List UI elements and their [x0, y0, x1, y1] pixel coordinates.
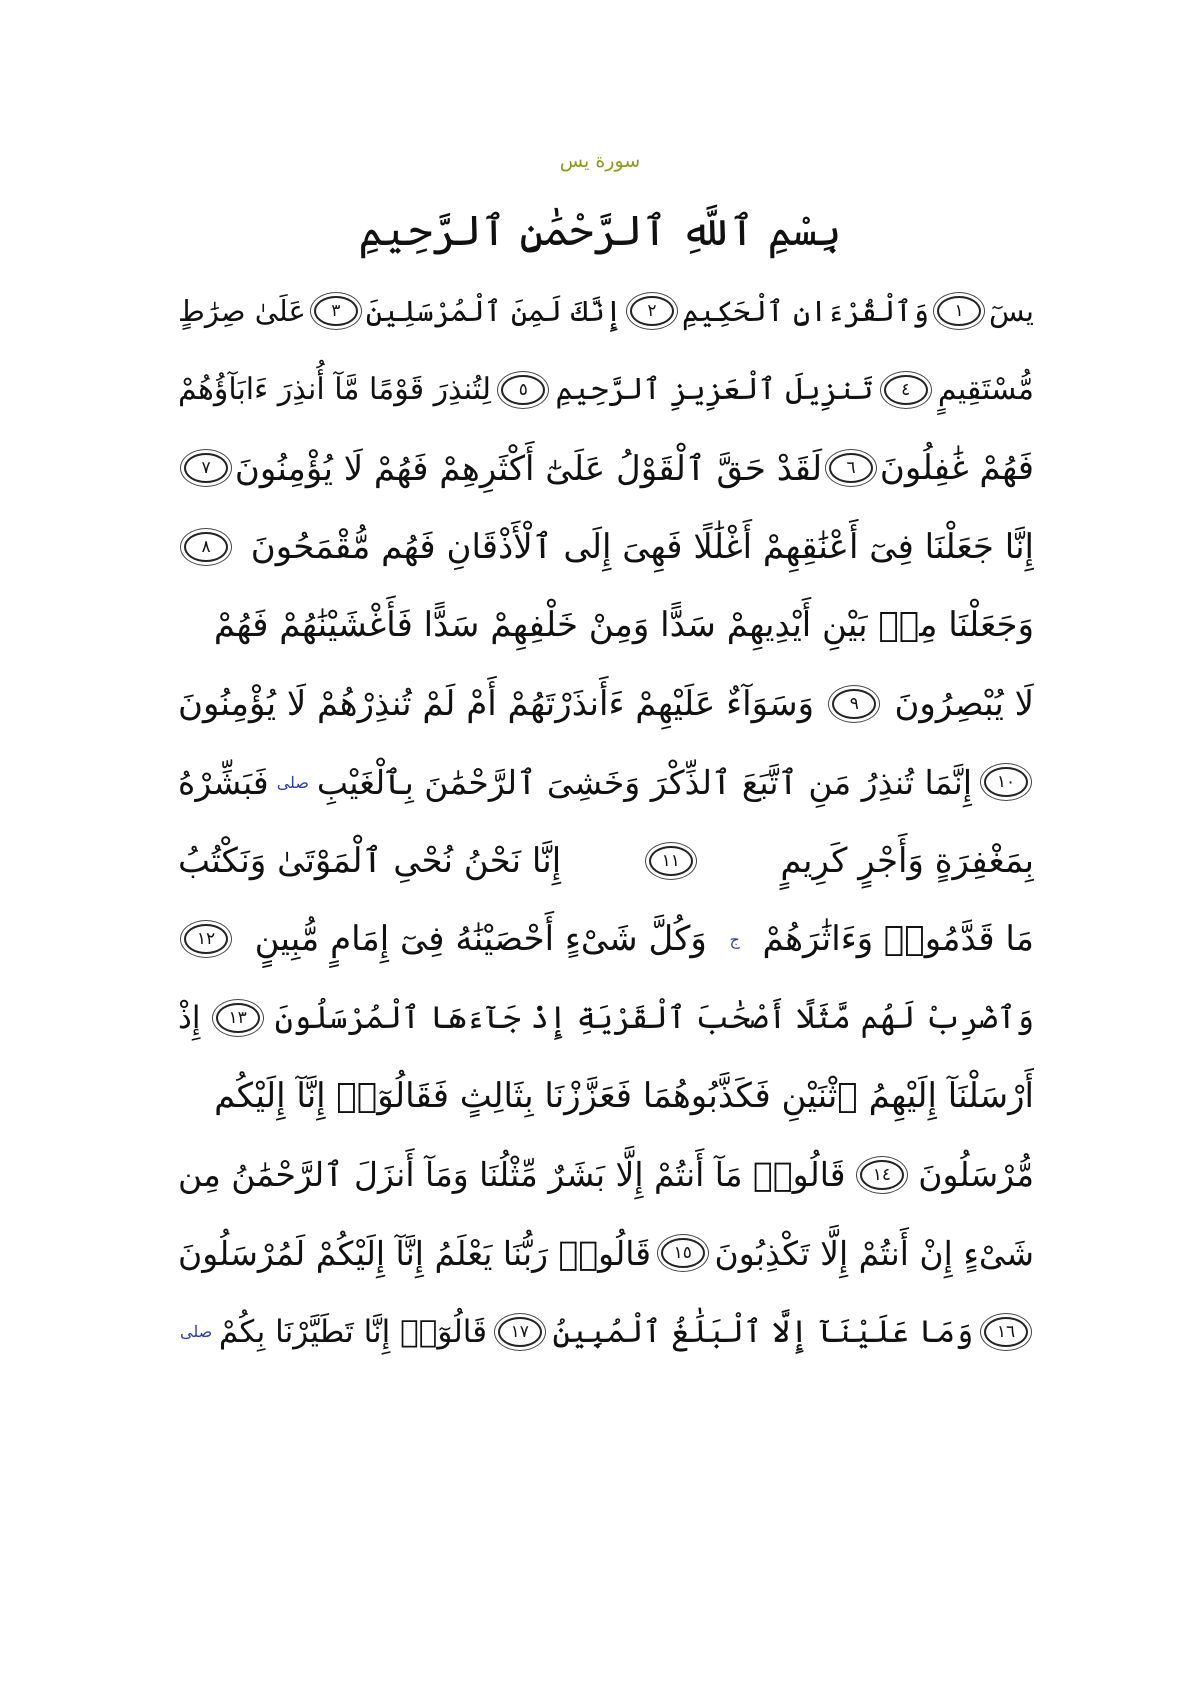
waqf-mark: صلى — [180, 1322, 213, 1342]
ayah-number-marker: ١٠ — [984, 767, 1028, 797]
verse-text: وَٱضْرِبْ لَهُم مَّثَلًا أَصْحَٰبَ ٱلْقَرْيَةِ إِذْ جَآءَهَا ٱلْمُرْسَلُونَ — [274, 999, 1034, 1036]
verse-text: فَهُمْ غَٰفِلُونَ — [879, 448, 1034, 489]
verse-line — [178, 1214, 1034, 1293]
basmala: بِسْمِ ٱللَّهِ ٱلرَّحْمَٰنِ ٱلرَّحِيمِ — [358, 206, 842, 255]
verse-text: قَالُوا۟ رَبُّنَا يَعْلَمُ إِنَّآ إِلَيْكُمْ لَمُرْسَلُونَ — [178, 1233, 652, 1273]
verse-text: شَىْءٍ إِنْ أَنتُمْ إِلَّا تَكْذِبُونَ — [714, 1233, 1034, 1273]
ayah-number-marker: ١٢ — [184, 924, 228, 954]
verse-text: لَا يُبْصِرُونَ — [894, 683, 1034, 724]
verse-line — [178, 1136, 1034, 1215]
verse-line — [178, 665, 1034, 744]
waqf-mark: صلى — [276, 772, 309, 792]
verse-text: لِتُنذِرَ قَوْمًا مَّآ أُنذِرَ ءَابَآؤُهُمْ — [178, 372, 492, 408]
verse-line — [178, 979, 1034, 1058]
ayah-number-marker: ٢ — [630, 296, 674, 326]
verse-text: لَقَدْ حَقَّ ٱلْقَوْلُ عَلَىٰٓ أَكْثَرِهِمْ فَهُمْ لَا يُؤْمِنُونَ — [234, 448, 823, 489]
verse-line — [178, 429, 1034, 508]
verse-line — [178, 1293, 1034, 1372]
verse-line — [178, 822, 1034, 901]
ayah-number-marker: ١٦ — [984, 1317, 1028, 1347]
verse-line — [178, 508, 1034, 587]
verse-text: مُّرْسَلُونَ — [918, 1155, 1034, 1195]
ayah-number-marker: ٧ — [184, 453, 228, 483]
verse-line — [178, 351, 1034, 430]
verse-text: قَالُوا۟ مَآ أَنتُمْ إِلَّا بَشَرٌ مِّثْلُنَا وَمَآ أَنزَلَ ٱلرَّحْمَٰنُ مِن — [178, 1155, 846, 1195]
verse-text: إِذْ — [178, 999, 201, 1036]
verse-text: فَبَشِّرْهُ — [178, 762, 269, 802]
verse-line — [178, 272, 1034, 351]
verse-line — [178, 900, 1034, 979]
ayah-number-marker: ٦ — [829, 453, 873, 483]
ayah-number-marker: ١٤ — [860, 1160, 904, 1190]
verse-text: تَنزِيلَ ٱلْعَزِيزِ ٱلرَّحِيمِ — [555, 372, 874, 408]
verse-line — [178, 743, 1034, 822]
verse-text: عَلَىٰ صِرَٰطٍ — [178, 294, 306, 329]
verse-text: وَٱلْقُرْءَانِ ٱلْحَكِيمِ — [681, 294, 930, 329]
verse-text: وَجَعَلْنَا مِنۢ بَيْنِ أَيْدِيهِمْ سَدًّا وَمِنْ خَلْفِهِمْ سَدًّا فَأَغْشَيْنَٰهُمْ فَهُمْ — [213, 605, 1034, 646]
ayah-number-marker: ١ — [937, 296, 981, 326]
verse-text: مُّسْتَقِيمٍ — [937, 372, 1034, 408]
verse-text: وَمَا عَلَيْنَآ إِلَّا ٱلْبَلَٰغُ ٱلْمُبِينُ — [552, 1313, 974, 1350]
verse-text: مَا قَدَّمُوا۟ وَءَاثَٰرَهُمْ — [762, 919, 1034, 960]
verse-text: وَكُلَّ شَىْءٍ أَحْصَيْنَٰهُ فِىٓ إِمَامٍ مُّبِينٍ — [254, 919, 707, 960]
verse-text: قَالُوٓا۟ إِنَّا تَطَيَّرْنَا بِكُمْ — [218, 1313, 488, 1350]
verse-text: إِنَّا جَعَلْنَا فِىٓ أَعْنَٰقِهِمْ أَغْلَٰلًا فَهِىَ إِلَى ٱلْأَذْقَانِ فَهُم مُّقْمَحُونَ — [250, 527, 1034, 568]
ayah-number-marker: ٥ — [501, 375, 545, 405]
ayah-number-marker: ٤ — [884, 375, 928, 405]
ayah-number-marker: ١٣ — [216, 1003, 260, 1033]
surah-title: سورة يس — [559, 150, 641, 172]
ayah-number-marker: ٨ — [184, 532, 228, 562]
ayah-number-marker: ١١ — [649, 846, 693, 876]
verse-text: بِمَغْفِرَةٍ وَأَجْرٍ كَرِيمٍ — [780, 840, 1034, 881]
verse-line — [178, 1057, 1034, 1136]
verse-lines — [178, 272, 1034, 1371]
verse-text: وَسَوَآءٌ عَلَيْهِمْ ءَأَنذَرْتَهُمْ أَمْ لَمْ تُنذِرْهُمْ لَا يُؤْمِنُونَ — [178, 683, 815, 724]
ayah-number-marker: ٩ — [832, 689, 876, 719]
ayah-number-marker: ٣ — [314, 296, 358, 326]
verse-text: إِنَّمَا تُنذِرُ مَنِ ٱتَّبَعَ ٱلذِّكْرَ وَخَشِىَ ٱلرَّحْمَٰنَ بِٱلْغَيْبِ — [316, 762, 973, 802]
verse-line — [178, 586, 1034, 665]
verse-text: إِنَّكَ لَمِنَ ٱلْمُرْسَلِينَ — [365, 294, 623, 329]
waqf-mark: ج — [729, 929, 740, 949]
verse-text: أَرْسَلْنَآ إِلَيْهِمُ ٱثْنَيْنِ فَكَذَّبُوهُمَا فَعَزَّزْنَا بِثَالِثٍ فَقَالُوٓا۟ إِنَّآ إِلَيْكُم — [214, 1076, 1034, 1117]
ayah-number-marker: ١٧ — [498, 1317, 542, 1347]
verse-text: يسٓ — [988, 294, 1034, 329]
verse-text: إِنَّا نَحْنُ نُحْىِ ٱلْمَوْتَىٰ وَنَكْتُبُ — [178, 841, 562, 882]
ayah-number-marker: ١٥ — [661, 1238, 705, 1268]
